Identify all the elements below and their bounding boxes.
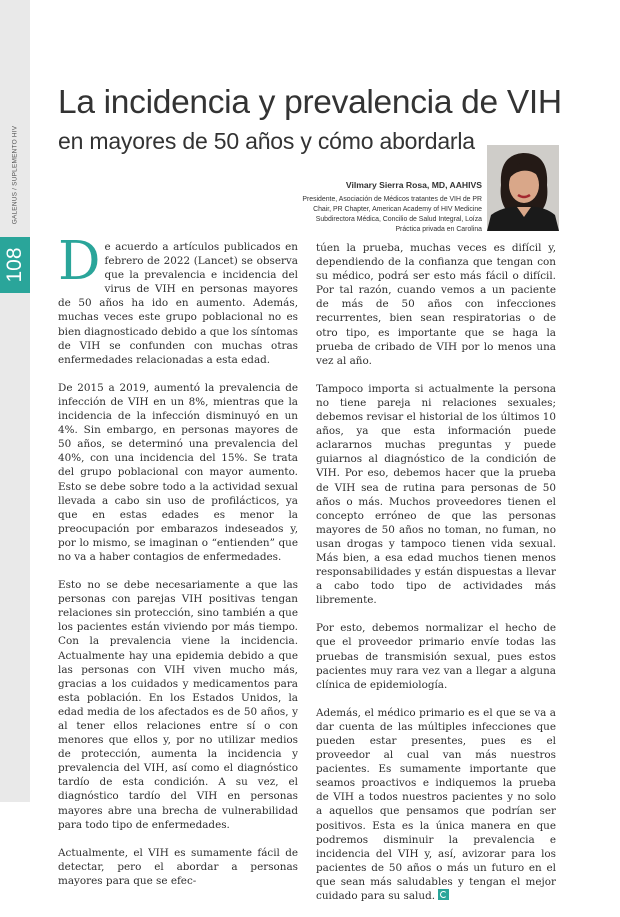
drop-cap: D (58, 231, 101, 292)
author-block (162, 180, 482, 235)
sidebar (0, 0, 30, 802)
paragraph: Tampoco importa si actualmente la persona no tiene pareja ni relaciones sexuales; debemos revisar el historial de los últimos 10 años, ya que esta información puede aclararnos muchas preguntas y puede guiarnos al diagnóstico de la condición de VIH. Por eso, debemos hacer que la prueba de VIH sea de rutina para personas de 50 años o más. Muchos proveedores tienen el concepto erróneo de que las personas mayores de 50 años no toman, no fuman, no usan drogas y tampoco tienen vida sexual. Más bien, a esa edad muchos tienen menos responsabilidades y están dispuestas a llevar a cabo todo tipo de actividades más libremente. (316, 382, 556, 607)
section-label: GALENUS / SUPLEMENTO HIV (11, 125, 19, 225)
paragraph (58, 231, 298, 367)
paragraph: Por esto, debemos normalizar el hecho de que el proveedor primario envíe todas las pruebas de transmisión sexual, pues estos pacientes muy rara vez van a llegar a alguna clínica de epidemiología. (316, 622, 556, 691)
author-affiliation: Subdirectora Médica, Concilio de Salud Integral, Loíza (315, 215, 482, 223)
article-column-right (316, 241, 556, 917)
article-column-left (58, 231, 298, 902)
page-number: 108 (3, 247, 26, 283)
author-portrait-icon (487, 145, 559, 231)
paragraph (316, 706, 556, 903)
author-photo (487, 145, 559, 231)
page-subtitle: en mayores de 50 años y cómo abordarla (58, 128, 475, 154)
author-affiliation: Chair, PR Chapter, American Academy of HIV Medicine (313, 205, 482, 213)
author-affiliation: Presidente, Asociación de Médicos tratantes de VIH de PR (302, 196, 482, 203)
page-number-badge (0, 237, 30, 293)
author-name: Vilmary Sierra Rosa, MD, AAHIVS (345, 180, 482, 190)
paragraph: túen la prueba, muchas veces es difícil y, dependiendo de la confianza que tengan con su médico, podrá ser esto más fácil o difícil. Por tal razón, cuando vemos a un paciente de más de 50 años con infecciones recurrentes, bien sean respiratorias o de otro tipo, es importante que se haga la prueba de cribado de VIH por lo menos una vez al año. (316, 242, 556, 367)
paragraph: Esto no se debe necesariamente a que las personas con parejas VIH positivas tengan relaciones sin protección, sino también a que los pacientes están viviendo por más tiempo. Con la prevalencia viene la incidencia. Actualmente hay una epidemia debido a que las personas con VIH viven mucho más, gracias a los cuidados y medicamentos para esta población. En los Estados Unidos, la edad media de los afectados es de 50 años, y al tener ellos relaciones entre sí o con menores que ellos y, por no utilizar medios de protección, aumenta la incidencia y prevalencia del VIH, así como el diagnóstico tardío de esta condición. A su vez, el diagnóstico tardío del VIH en personas mayores abre una brecha de vulnerabilidad para todo tipo de enfermedades. (58, 579, 298, 831)
paragraph: De 2015 a 2019, aumentó la prevalencia de infección de VIH en un 8%, mientras que la incidencia de la infección disminuyó en un 4%. Sin embargo, en personas mayores de 50 años, se determinó una prevalencia del 40%, con una incidencia del 15%. Se trata del grupo poblacional con mayor aumento. Esto se debe sobre todo a la actividad sexual llevada a cabo sin uso de profilácticos, ya que en estas edades es menor la preocupación por embarazos indeseados y, por lo mismo, se imaginan o “entienden” que no va a haber contagios de enfermedades. (58, 381, 298, 563)
page-title: La incidencia y prevalencia de VIH (58, 84, 562, 121)
galenus-logo-icon (438, 889, 449, 900)
author-affiliation: Práctica privada en Carolina (395, 225, 482, 233)
paragraph-text: e acuerdo a artículos publicados en febrero de 2022 (Lancet) se observa que la prevalencia e incidencia del virus de VIH en personas mayores de 50 años ha ido en aumento. Además, muchas veces este grupo poblacional no es bien diagnosticado debido a que los síntomas de VIH se confunden con muchas otras enfermedades relacionadas a esta edad. (58, 241, 298, 366)
paragraph-text: Además, el médico primario es el que se va a dar cuenta de las múltiples infecciones que pueden estar presentes, pues es el proveedor al cual van más nuestros pacientes. Es sumamente importante que seamos proactivos e indiquemos la prueba de VIH a todos nuestros pacientes y no solo a aquellos que pensamos que podrían ser positivos. Esta es la única manera en que podremos disminuir la prevalencia e incidencia del VIH y, así, avizorar para los pacientes de 50 años o más un futuro en el que sean más saludables y tengan el mejor cuidado para su salud. (316, 706, 556, 903)
paragraph: Actualmente, el VIH es sumamente fácil de detectar, pero el abordar a personas mayores para que se efec- (58, 846, 298, 887)
